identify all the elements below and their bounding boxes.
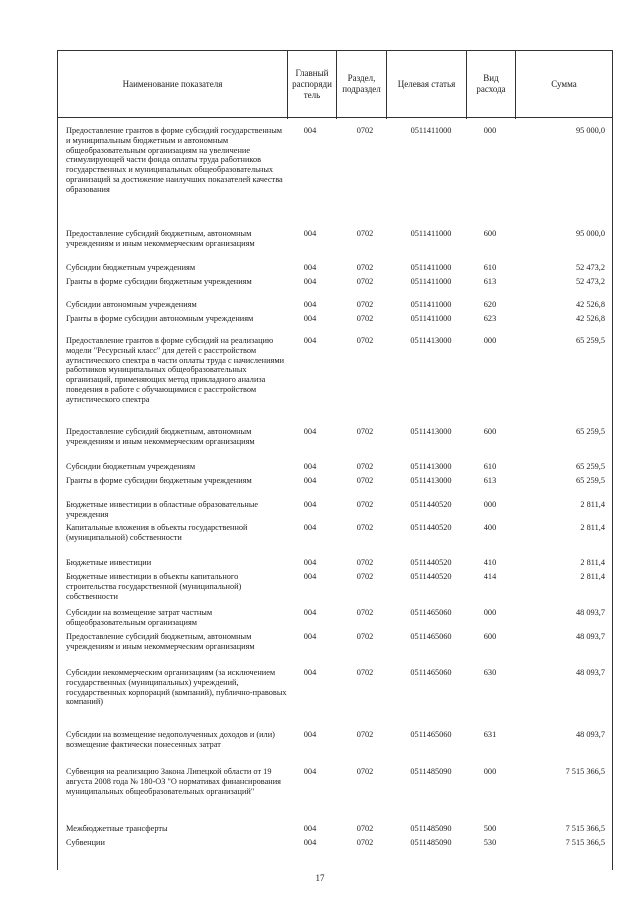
row-sum: 7 515 366,5 [565,824,605,833]
row-vr: 600 [483,427,497,436]
row-gr: 004 [303,500,317,509]
row-name: Предоставление субсидий бюджетным, автономным учреждениям и иным некоммерческим организациям [66,632,255,651]
header-summa: Сумма [551,78,577,89]
row-sum: 2 811,4 [580,572,605,581]
row-gr: 004 [303,314,317,323]
row-vr: 600 [483,632,497,641]
row-gr: 004 [303,608,317,617]
row-sum: 7 515 366,5 [565,838,605,847]
row-rz: 0702 [356,277,374,286]
row-gr: 004 [303,730,317,739]
row-name: Субсидии на возмещение недополученных доходов и (или) возмещение фактически понесенных затрат [66,730,275,749]
row-rz: 0702 [356,824,374,833]
row-rz: 0702 [356,523,374,532]
row-rz: 0702 [356,336,374,345]
row-name: Субвенции [66,838,105,847]
table-header [57,50,613,118]
row-gr: 004 [303,476,317,485]
row-rz: 0702 [356,668,374,677]
row-vr: 000 [483,126,497,135]
row-sum: 95 000,0 [575,126,605,135]
row-cs: 0511440520 [410,523,452,532]
row-cs: 0511440520 [410,572,452,581]
row-rz: 0702 [356,572,374,581]
row-cs: 0511440520 [410,500,452,509]
row-vr: 400 [483,523,497,532]
row-sum: 65 259,5 [575,476,605,485]
row-vr: 610 [483,263,497,272]
row-name: Бюджетные инвестиции [66,558,152,567]
row-gr: 004 [303,229,317,238]
row-gr: 004 [303,838,317,847]
row-rz: 0702 [356,730,374,739]
row-vr: 000 [483,767,497,776]
row-sum: 42 526,8 [575,314,605,323]
row-vr: 631 [483,730,497,739]
row-rz: 0702 [356,314,374,323]
row-cs: 0511411000 [410,263,452,272]
row-cs: 0511411000 [410,277,452,286]
row-name: Субсидии бюджетным учреждениям [66,462,196,471]
row-sum: 48 093,7 [575,632,605,641]
row-vr: 410 [483,558,497,567]
row-sum: 48 093,7 [575,730,605,739]
row-cs: 0511440520 [410,558,452,567]
row-cs: 0511465060 [410,608,452,617]
row-sum: 2 811,4 [580,523,605,532]
row-cs: 0511411000 [410,314,452,323]
row-vr: 000 [483,336,497,345]
header-tselevaya: Целевая статья [397,78,456,89]
row-rz: 0702 [356,632,374,641]
row-sum: 65 259,5 [575,336,605,345]
row-sum: 95 000,0 [575,229,605,238]
row-name: Субсидии некоммерческим организациям (за исключением государственных (муниципальных) учреждений, государственных корпораций (компаний), публично-правовых компаний) [66,668,287,707]
row-name: Предоставление субсидий бюджетным, автономным учреждениям и иным некоммерческим организациям [66,229,255,248]
header-razdel: Раздел, подраздел [342,73,381,94]
row-sum: 52 473,2 [575,263,605,272]
row-name: Субсидии бюджетным учреждениям [66,263,196,272]
row-gr: 004 [303,277,317,286]
row-gr: 004 [303,632,317,641]
row-name: Гранты в форме субсидии автономным учреждениям [66,314,254,323]
row-name: Предоставление грантов в форме субсидий на реализацию модели "Ресурсный класс" для детей с расстройством аутистического спектра в части оплаты труда с начислениями работников муниципальных общеобразовательных организаций, применяющих метод прикладного анализа поведения в работе с обучающимися с расстройством аутистического спектра [66,336,285,404]
row-vr: 414 [483,572,497,581]
row-vr: 630 [483,668,497,677]
row-vr: 500 [483,824,497,833]
row-rz: 0702 [356,126,374,135]
row-sum: 65 259,5 [575,462,605,471]
row-sum: 48 093,7 [575,668,605,677]
row-vr: 000 [483,500,497,509]
row-sum: 65 259,5 [575,427,605,436]
row-name: Предоставление грантов в форме субсидий государственным и муниципальным бюджетным и автономным общеобразовательным организациям на увеличение стимулирующей части фонда оплаты труда работников государственных и муниципальных общеобразовательных организаций за достижение наилучших показателей качества образования [66,126,283,194]
row-gr: 004 [303,300,317,309]
row-rz: 0702 [356,767,374,776]
row-name: Межбюджетные трансферты [66,824,168,833]
row-cs: 0511465060 [410,632,452,641]
row-cs: 0511465060 [410,668,452,677]
row-gr: 004 [303,427,317,436]
row-gr: 004 [303,263,317,272]
row-rz: 0702 [356,263,374,272]
row-cs: 0511413000 [410,427,452,436]
row-vr: 610 [483,462,497,471]
row-vr: 530 [483,838,497,847]
row-name: Капитальные вложения в объекты государственной (муниципальной) собственности [66,523,248,542]
row-rz: 0702 [356,300,374,309]
row-vr: 600 [483,229,497,238]
row-gr: 004 [303,336,317,345]
row-name: Бюджетные инвестиции в объекты капитального строительства государственной (муниципальной) собственности [66,572,242,601]
row-rz: 0702 [356,427,374,436]
row-cs: 0511411000 [410,300,452,309]
row-sum: 52 473,2 [575,277,605,286]
row-gr: 004 [303,126,317,135]
row-gr: 004 [303,462,317,471]
row-rz: 0702 [356,229,374,238]
page-number: 17 [315,873,325,883]
row-gr: 004 [303,668,317,677]
row-name: Гранты в форме субсидии бюджетным учреждениям [66,277,252,286]
row-name: Предоставление субсидий бюджетным, автономным учреждениям и иным некоммерческим организациям [66,427,255,446]
row-cs: 0511485090 [410,838,452,847]
row-cs: 0511413000 [410,476,452,485]
row-vr: 613 [483,277,497,286]
table-left-border [57,118,58,870]
row-sum: 48 093,7 [575,608,605,617]
row-vr: 623 [483,314,497,323]
row-cs: 0511485090 [410,824,452,833]
row-rz: 0702 [356,838,374,847]
row-sum: 7 515 366,5 [565,767,605,776]
row-cs: 0511413000 [410,336,452,345]
row-name: Субвенция на реализацию Закона Липецкой области от 19 августа 2008 года № 180-ОЗ "О нормативах финансирования муниципальных общеобразовательных организаций" [66,767,281,796]
row-rz: 0702 [356,558,374,567]
header-vid: Вид расхода [476,73,506,94]
row-cs: 0511413000 [410,462,452,471]
header-name: Наименование показателя [122,78,223,89]
row-cs: 0511485090 [410,767,452,776]
row-sum: 2 811,4 [580,500,605,509]
row-sum: 42 526,8 [575,300,605,309]
row-vr: 620 [483,300,497,309]
row-rz: 0702 [356,476,374,485]
row-rz: 0702 [356,608,374,617]
row-rz: 0702 [356,462,374,471]
row-gr: 004 [303,572,317,581]
row-vr: 613 [483,476,497,485]
header-glavny: Главный распоряди тель [292,67,332,100]
row-name: Гранты в форме субсидии бюджетным учреждениям [66,476,252,485]
table-right-border [612,118,613,870]
row-rz: 0702 [356,500,374,509]
row-gr: 004 [303,558,317,567]
row-gr: 004 [303,523,317,532]
row-vr: 000 [483,608,497,617]
row-cs: 0511465060 [410,730,452,739]
row-name: Субсидии автономным учреждениям [66,300,197,309]
row-cs: 0511411000 [410,126,452,135]
row-name: Бюджетные инвестиции в областные образовательные учреждения [66,500,259,519]
row-sum: 2 811,4 [580,558,605,567]
row-name: Субсидии на возмещение затрат частным общеобразовательным организациям [66,608,213,627]
row-gr: 004 [303,767,317,776]
row-cs: 0511411000 [410,229,452,238]
row-gr: 004 [303,824,317,833]
